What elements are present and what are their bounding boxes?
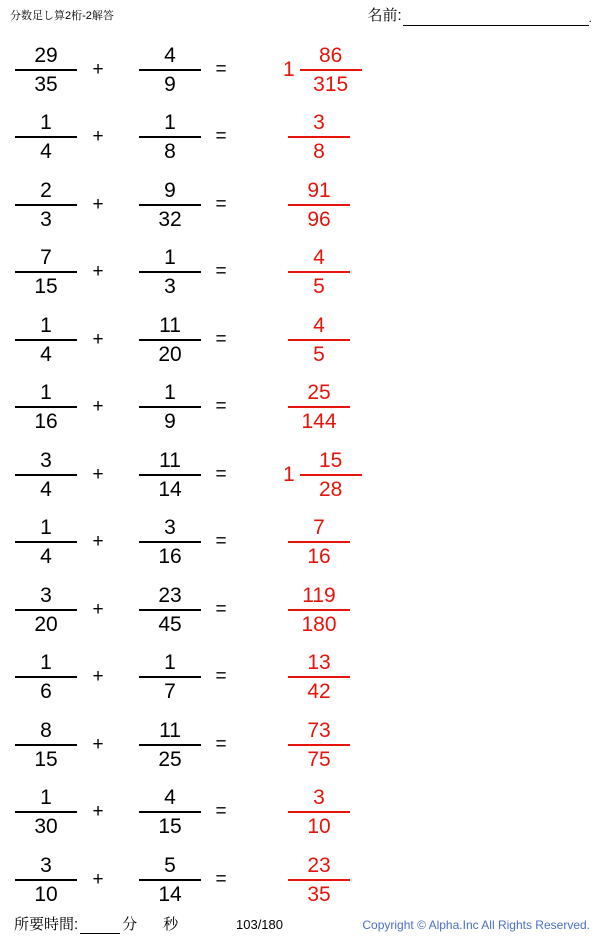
fraction-bar	[15, 541, 77, 543]
numerator: 1	[40, 111, 52, 135]
denominator: 16	[34, 410, 58, 434]
numerator: 1	[164, 111, 176, 135]
fraction	[15, 515, 77, 569]
plus-operator	[78, 306, 118, 374]
problem-row	[0, 36, 600, 104]
answer-cell	[255, 306, 483, 374]
fraction	[15, 43, 77, 97]
answer-denominator: 180	[301, 612, 337, 636]
denominator: 14	[158, 477, 182, 501]
fraction	[139, 380, 201, 434]
plus-operator	[78, 36, 118, 104]
equals-symbol: =	[215, 801, 227, 823]
fraction-bar	[139, 204, 201, 206]
fraction	[139, 515, 201, 569]
answer-value	[283, 178, 350, 232]
problem-row	[0, 576, 600, 644]
numerator: 3	[40, 448, 52, 472]
answer-cell	[255, 441, 483, 509]
problem-list	[0, 36, 600, 914]
answer-denominator: 42	[307, 680, 331, 704]
equals-symbol: =	[215, 328, 227, 350]
right-operand	[122, 711, 218, 779]
fraction	[15, 448, 77, 502]
equals-symbol: =	[215, 463, 227, 485]
operator-symbol: +	[92, 126, 104, 148]
problem-row	[0, 509, 600, 577]
fraction-bar	[139, 406, 201, 408]
fraction-bar	[139, 744, 201, 746]
denominator: 10	[34, 882, 58, 906]
answer-value	[283, 853, 350, 907]
fraction	[139, 583, 201, 637]
numerator: 11	[159, 313, 181, 337]
answer-value	[283, 245, 350, 299]
plus-operator	[78, 171, 118, 239]
page-footer	[0, 901, 600, 943]
denominator: 4	[40, 477, 52, 501]
answer-value	[283, 650, 350, 704]
answer-value	[283, 110, 350, 164]
answer-numerator: 91	[307, 178, 331, 202]
numerator: 7	[40, 246, 52, 270]
numerator: 1	[40, 786, 52, 810]
answer-fraction	[300, 43, 362, 97]
numerator: 5	[164, 853, 176, 877]
denominator: 9	[164, 72, 176, 96]
answer-value	[283, 583, 350, 637]
fraction	[139, 650, 201, 704]
answer-denominator: 35	[307, 882, 331, 906]
answer-value	[283, 718, 350, 772]
denominator: 30	[34, 815, 58, 839]
fraction-bar	[15, 204, 77, 206]
denominator: 20	[34, 612, 58, 636]
answer-fraction	[288, 718, 350, 772]
numerator: 1	[40, 313, 52, 337]
fraction-bar	[15, 676, 77, 678]
answer-fraction-bar	[288, 811, 350, 813]
right-operand	[122, 36, 218, 104]
right-operand	[122, 239, 218, 307]
answer-denominator: 144	[301, 410, 337, 434]
answer-value	[283, 43, 362, 97]
equals-symbol: =	[215, 396, 227, 418]
answer-cell	[255, 509, 483, 577]
answer-fraction	[288, 785, 350, 839]
answer-value	[283, 448, 362, 502]
plus-operator	[78, 779, 118, 847]
answer-fraction-bar	[288, 609, 350, 611]
fraction	[139, 313, 201, 367]
fraction-bar	[139, 879, 201, 881]
fraction-bar	[139, 136, 201, 138]
answer-numerator: 4	[313, 246, 325, 270]
fraction-bar	[15, 474, 77, 476]
plus-operator	[78, 711, 118, 779]
answer-fraction	[288, 515, 350, 569]
fraction	[15, 853, 77, 907]
equals-sign	[205, 441, 237, 509]
answer-fraction-bar	[288, 136, 350, 138]
fraction-bar	[15, 406, 77, 408]
answer-fraction-bar	[288, 271, 350, 273]
fraction-bar	[15, 811, 77, 813]
answer-numerator: 15	[319, 448, 343, 472]
fraction	[139, 785, 201, 839]
fraction-bar	[139, 271, 201, 273]
right-operand	[122, 306, 218, 374]
numerator: 1	[40, 381, 52, 405]
denominator: 9	[164, 410, 176, 434]
fraction-bar	[139, 69, 201, 71]
name-field-block	[367, 4, 592, 26]
denominator: 7	[164, 680, 176, 704]
denominator: 3	[40, 207, 52, 231]
numerator: 4	[164, 43, 176, 67]
name-period: .	[588, 11, 592, 25]
problem-row	[0, 441, 600, 509]
right-operand	[122, 441, 218, 509]
fraction	[15, 583, 77, 637]
answer-value	[283, 380, 350, 434]
operator-symbol: +	[92, 261, 104, 283]
equals-sign	[205, 171, 237, 239]
operator-symbol: +	[92, 733, 104, 755]
fraction	[139, 245, 201, 299]
answer-fraction	[288, 313, 350, 367]
denominator: 16	[158, 545, 182, 569]
right-operand	[122, 576, 218, 644]
problem-row	[0, 374, 600, 442]
answer-denominator: 28	[319, 477, 343, 501]
denominator: 8	[164, 140, 176, 164]
denominator: 4	[40, 140, 52, 164]
fraction	[139, 853, 201, 907]
answer-cell	[255, 239, 483, 307]
answer-numerator: 86	[319, 43, 343, 67]
denominator: 45	[158, 612, 182, 636]
right-operand	[122, 779, 218, 847]
problem-row	[0, 104, 600, 172]
time-label: 所要時間:	[14, 916, 79, 933]
answer-fraction	[288, 853, 350, 907]
answer-denominator: 315	[313, 72, 349, 96]
answer-numerator: 7	[313, 516, 325, 540]
denominator: 6	[40, 680, 52, 704]
answer-fraction-bar	[288, 676, 350, 678]
equals-sign	[205, 779, 237, 847]
name-input-line[interactable]	[403, 6, 589, 26]
numerator: 3	[164, 516, 176, 540]
answer-fraction	[300, 448, 362, 502]
answer-fraction-bar	[288, 204, 350, 206]
answer-numerator: 3	[313, 786, 325, 810]
plus-operator	[78, 374, 118, 442]
answer-denominator: 8	[313, 140, 325, 164]
right-operand	[122, 509, 218, 577]
fraction-bar	[15, 744, 77, 746]
answer-fraction-bar	[288, 339, 350, 341]
fraction	[139, 43, 201, 97]
operator-symbol: +	[92, 868, 104, 890]
plus-operator	[78, 441, 118, 509]
minute-unit: 分	[122, 916, 138, 933]
fraction-bar	[139, 339, 201, 341]
answer-value	[283, 785, 350, 839]
numerator: 8	[40, 718, 52, 742]
numerator: 2	[40, 178, 52, 202]
fraction	[15, 178, 77, 232]
answer-fraction-bar	[300, 474, 362, 476]
answer-fraction-bar	[288, 744, 350, 746]
fraction-bar	[139, 541, 201, 543]
equals-sign	[205, 509, 237, 577]
fraction	[15, 110, 77, 164]
answer-fraction	[288, 380, 350, 434]
equals-sign	[205, 239, 237, 307]
operator-symbol: +	[92, 598, 104, 620]
fraction	[139, 178, 201, 232]
problem-row	[0, 306, 600, 374]
plus-operator	[78, 239, 118, 307]
numerator: 4	[164, 786, 176, 810]
plus-operator	[78, 644, 118, 712]
fraction-bar	[15, 271, 77, 273]
answer-fraction	[288, 245, 350, 299]
equals-symbol: =	[215, 58, 227, 80]
equals-symbol: =	[215, 193, 227, 215]
numerator: 1	[164, 651, 176, 675]
numerator: 3	[40, 853, 52, 877]
fraction	[139, 718, 201, 772]
fraction	[15, 785, 77, 839]
fraction	[15, 718, 77, 772]
numerator: 1	[40, 516, 52, 540]
equals-symbol: =	[215, 733, 227, 755]
fraction-bar	[139, 811, 201, 813]
operator-symbol: +	[92, 666, 104, 688]
fraction-bar	[139, 609, 201, 611]
problem-row	[0, 644, 600, 712]
fraction-bar	[15, 879, 77, 881]
page-header	[0, 0, 600, 36]
answer-cell	[255, 171, 483, 239]
answer-fraction-bar	[288, 406, 350, 408]
equals-symbol: =	[215, 531, 227, 553]
answer-numerator: 4	[313, 313, 325, 337]
answer-numerator: 23	[307, 853, 331, 877]
fraction	[15, 313, 77, 367]
equals-sign	[205, 711, 237, 779]
denominator: 25	[158, 747, 182, 771]
problem-row	[0, 239, 600, 307]
fraction	[15, 380, 77, 434]
problem-row	[0, 779, 600, 847]
fraction	[139, 448, 201, 502]
fraction	[139, 110, 201, 164]
answer-denominator: 5	[313, 275, 325, 299]
fraction	[15, 245, 77, 299]
time-block	[14, 913, 178, 934]
answer-denominator: 75	[307, 747, 331, 771]
answer-cell	[255, 779, 483, 847]
numerator: 29	[34, 43, 58, 67]
fraction-bar	[139, 474, 201, 476]
answer-value	[283, 515, 350, 569]
name-label: 名前:	[367, 7, 402, 24]
copyright-notice: Copyright © Alpha.Inc All Rights Reserved.	[362, 918, 590, 932]
answer-cell	[255, 36, 483, 104]
denominator: 4	[40, 545, 52, 569]
denominator: 20	[158, 342, 182, 366]
answer-denominator: 5	[313, 342, 325, 366]
answer-cell	[255, 711, 483, 779]
equals-symbol: =	[215, 598, 227, 620]
numerator: 3	[40, 583, 52, 607]
operator-symbol: +	[92, 396, 104, 418]
operator-symbol: +	[92, 58, 104, 80]
numerator: 1	[40, 651, 52, 675]
equals-sign	[205, 36, 237, 104]
operator-symbol: +	[92, 531, 104, 553]
denominator: 14	[158, 882, 182, 906]
equals-sign	[205, 644, 237, 712]
fraction-bar	[15, 609, 77, 611]
operator-symbol: +	[92, 193, 104, 215]
fraction-bar	[15, 136, 77, 138]
problem-row	[0, 711, 600, 779]
problem-row	[0, 171, 600, 239]
numerator: 1	[164, 381, 176, 405]
equals-sign	[205, 576, 237, 644]
answer-cell	[255, 644, 483, 712]
answer-fraction-bar	[288, 879, 350, 881]
equals-sign	[205, 104, 237, 172]
answer-cell	[255, 374, 483, 442]
equals-symbol: =	[215, 126, 227, 148]
equals-symbol: =	[215, 666, 227, 688]
answer-numerator: 73	[307, 718, 331, 742]
fraction-bar	[15, 339, 77, 341]
answer-cell	[255, 576, 483, 644]
minute-input-line[interactable]	[80, 916, 120, 934]
answer-numerator: 13	[307, 651, 331, 675]
answer-denominator: 96	[307, 207, 331, 231]
operator-symbol: +	[92, 463, 104, 485]
numerator: 11	[159, 448, 181, 472]
fraction	[15, 650, 77, 704]
numerator: 1	[164, 246, 176, 270]
answer-fraction	[288, 650, 350, 704]
fraction-bar	[15, 69, 77, 71]
denominator: 15	[158, 815, 182, 839]
answer-fraction-bar	[300, 69, 362, 71]
equals-sign	[205, 306, 237, 374]
fraction-bar	[139, 676, 201, 678]
plus-operator	[78, 509, 118, 577]
operator-symbol: +	[92, 801, 104, 823]
answer-numerator: 25	[307, 381, 331, 405]
equals-symbol: =	[215, 868, 227, 890]
answer-whole-number: 1	[283, 57, 295, 81]
answer-cell	[255, 104, 483, 172]
answer-denominator: 16	[307, 545, 331, 569]
answer-fraction	[288, 178, 350, 232]
numerator: 9	[164, 178, 176, 202]
page-title: 分数足し算2桁-2解答	[10, 10, 114, 22]
numerator: 23	[158, 583, 182, 607]
equals-symbol: =	[215, 261, 227, 283]
plus-operator	[78, 576, 118, 644]
denominator: 35	[34, 72, 58, 96]
answer-fraction	[288, 583, 350, 637]
right-operand	[122, 374, 218, 442]
plus-operator	[78, 104, 118, 172]
answer-numerator: 119	[302, 583, 336, 607]
answer-whole-number: 1	[283, 462, 295, 486]
denominator: 3	[164, 275, 176, 299]
answer-fraction-bar	[288, 541, 350, 543]
denominator: 4	[40, 342, 52, 366]
page-number: 103/180	[236, 917, 283, 932]
right-operand	[122, 104, 218, 172]
answer-value	[283, 313, 350, 367]
numerator: 11	[159, 718, 181, 742]
answer-numerator: 3	[313, 111, 325, 135]
answer-fraction	[288, 110, 350, 164]
denominator: 15	[34, 747, 58, 771]
right-operand	[122, 644, 218, 712]
operator-symbol: +	[92, 328, 104, 350]
second-unit: 秒	[163, 916, 179, 933]
answer-denominator: 10	[307, 815, 331, 839]
denominator: 32	[158, 207, 182, 231]
equals-sign	[205, 374, 237, 442]
denominator: 15	[34, 275, 58, 299]
right-operand	[122, 171, 218, 239]
